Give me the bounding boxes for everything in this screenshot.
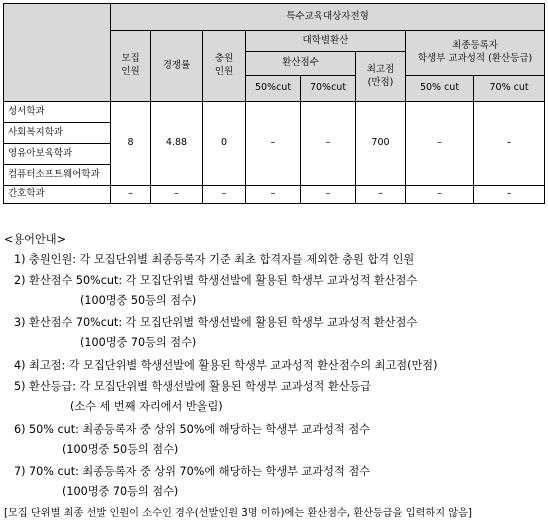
cut50-value: – [246, 102, 301, 186]
max-score-value: 700 [356, 102, 406, 186]
final-cut50-value: – [406, 102, 474, 186]
term-note: (100명중 70등의 점수) [62, 485, 179, 498]
cut50-header: 50%cut [246, 76, 301, 102]
competition-value: – [151, 186, 203, 204]
term-note: 4) 최고점: 각 모집단위별 학생선발에 활용된 학생부 교과성적 환산점수의 최고점(만점) [14, 359, 438, 372]
final-cut70-header: 70% cut [474, 76, 545, 102]
final-cut70-value: – [474, 186, 545, 204]
term-note: 5) 환산등급: 각 모집단위별 학생선발에 활용된 학생부 교과성적 환산등급 [14, 380, 372, 393]
extra-value: 0 [203, 102, 246, 186]
competition-header: 경쟁률 [151, 31, 203, 102]
track-header: 특수교육대상자전형 [111, 4, 545, 31]
term-note: 2) 환산점수 50%cut: 각 모집단위별 학생선발에 활용된 학생부 교과성적 환산점수 [14, 274, 418, 287]
dept-name: 컴퓨터소프트웨어학과 [4, 165, 111, 186]
extra-header: 충원 인원 [203, 31, 246, 102]
max-score-header: 최고점 (만점) [356, 52, 406, 102]
term-guide-title: <용어안내> [4, 233, 66, 246]
cut50-value: – [246, 186, 301, 204]
cut70-value: – [301, 186, 356, 204]
cut70-value: – [301, 102, 356, 186]
final-cut50-header: 50% cut [406, 76, 474, 102]
final-cut50-value: – [406, 186, 474, 204]
dept-name: 영유아보육학과 [4, 144, 111, 165]
term-note: (100명중 50등의 점수) [80, 294, 197, 307]
footer-note: [모집 단위별 최종 선발 인원이 소수인 경우(선발인원 3명 이하)에는 환산점수, 환산등급을 입력하지 않음] [4, 508, 472, 519]
quota-value: – [111, 186, 151, 204]
term-note: 6) 50% cut: 최종등록자 중 상위 50%에 해당하는 학생부 교과성적 점수 [14, 423, 370, 436]
dept-name: 사회복지학과 [4, 123, 111, 144]
term-note: 7) 70% cut: 최종등록자 중 상위 70%에 해당하는 학생부 교과성적 점수 [14, 465, 370, 478]
term-note: (100명중 70등의 점수) [80, 336, 197, 349]
competition-value: 4.88 [151, 102, 203, 186]
converted-score-header: 환산점수 [246, 52, 356, 76]
corner-header-cell [4, 4, 111, 102]
max-score-value: – [356, 186, 406, 204]
final-cut70-value: – [474, 102, 545, 186]
extra-value: – [203, 186, 246, 204]
final-enrolled-header: 최종등록자 학생부 교과성적 (환산등급) [406, 31, 545, 76]
dept-name: 간호학과 [4, 186, 111, 204]
term-note: (소수 세 번째 자리에서 반올림) [70, 400, 223, 413]
quota-header: 모집 인원 [111, 31, 151, 102]
term-note: (100명중 50등의 점수) [62, 443, 179, 456]
dept-name: 성서학과 [4, 102, 111, 123]
term-note: 1) 충원인원: 각 모집단위별 최종등록자 기준 최초 합격자를 제외한 충원 합격 인원 [14, 253, 415, 266]
univ-converted-header: 대학별환산 [246, 31, 406, 52]
admission-results-table [3, 3, 545, 204]
quota-value: 8 [111, 102, 151, 186]
term-note: 3) 환산점수 70%cut: 각 모집단위별 학생선발에 활용된 학생부 교과성적 환산점수 [14, 316, 418, 329]
cut70-header: 70%cut [301, 76, 356, 102]
